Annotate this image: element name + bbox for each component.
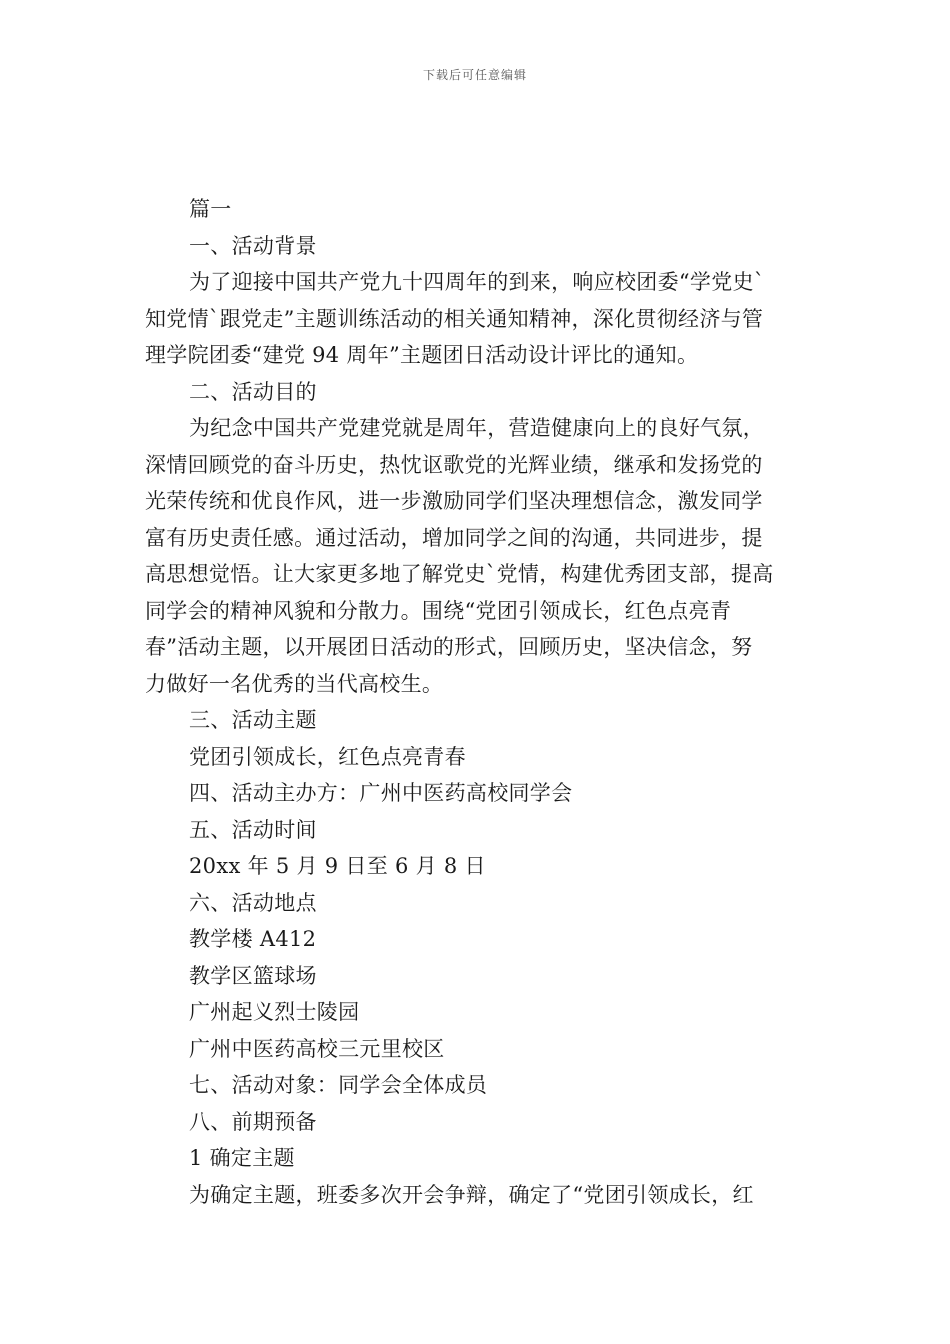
paragraph-line: 教学楼 A412 [189, 927, 317, 951]
paragraph-line: 富有历史责任感。通过活动，增加同学之间的沟通，共同进步，提 [145, 525, 763, 550]
paragraph-line: 1 确定主题 [189, 1146, 295, 1170]
paragraph-line: 一、活动背景 [189, 233, 317, 258]
paragraph-line: 深情回顾党的奋斗历史，热忱讴歌党的光辉业绩，继承和发扬党的 [145, 452, 763, 477]
paragraph-line: 为纪念中国共产党建党就是周年，营造健康向上的良好气氛， [189, 416, 765, 440]
paragraph-line: 八、前期预备 [189, 1109, 317, 1134]
paragraph-line: 三、活动主题 [189, 708, 317, 732]
paragraph-line: 广州起义烈士陵园 [189, 1000, 360, 1024]
paragraph-line: 力做好一名优秀的当代高校生。 [145, 671, 444, 696]
paragraph-line: 七、活动对象：同学会全体成员 [189, 1073, 488, 1097]
page-header-note: 下载后可任意编辑 [422, 68, 527, 82]
paragraph-line: 五、活动时间 [189, 817, 317, 842]
paragraph-line: 六、活动地点 [189, 890, 317, 915]
paragraph-line: 篇一 [189, 197, 232, 221]
paragraph-line: 光荣传统和优良作风，进一步激励同学们坚决理想信念，激发同学 [145, 489, 763, 513]
paragraph-line: 知党情`跟党走”主题训练活动的相关通知精神，深化贯彻经济与管 [145, 306, 764, 331]
paragraph-line: 理学院团委“建党 94 周年”主题团日活动设计评比的通知。 [145, 343, 699, 367]
paragraph-line: 为了迎接中国共产党九十四周年的到来，响应校团委“学党史` [189, 270, 765, 294]
paragraph-line: 高思想觉悟。让大家更多地了解党史`党情，构建优秀团支部，提高 [145, 562, 774, 586]
paragraph-line: 20xx 年 5 月 9 日至 6 月 8 日 [189, 854, 486, 878]
document-body [145, 191, 810, 1213]
paragraph-line: 广州中医药高校三元里校区 [189, 1036, 445, 1061]
paragraph-line: 为确定主题，班委多次开会争辩，确定了“党团引领成长，红 [189, 1182, 754, 1207]
paragraph-line: 四、活动主办方：广州中医药高校同学会 [189, 781, 573, 805]
paragraph-line: 同学会的精神风貌和分散力。围绕“党团引领成长，红色点亮青 [145, 598, 732, 623]
paragraph-line: 党团引领成长，红色点亮青春 [189, 744, 466, 769]
paragraph-line: 教学区篮球场 [189, 963, 317, 988]
paragraph-line: 春”活动主题，以开展团日活动的形式，回顾历史，坚决信念，努 [145, 635, 753, 659]
paragraph-line: 二、活动目的 [189, 379, 317, 404]
